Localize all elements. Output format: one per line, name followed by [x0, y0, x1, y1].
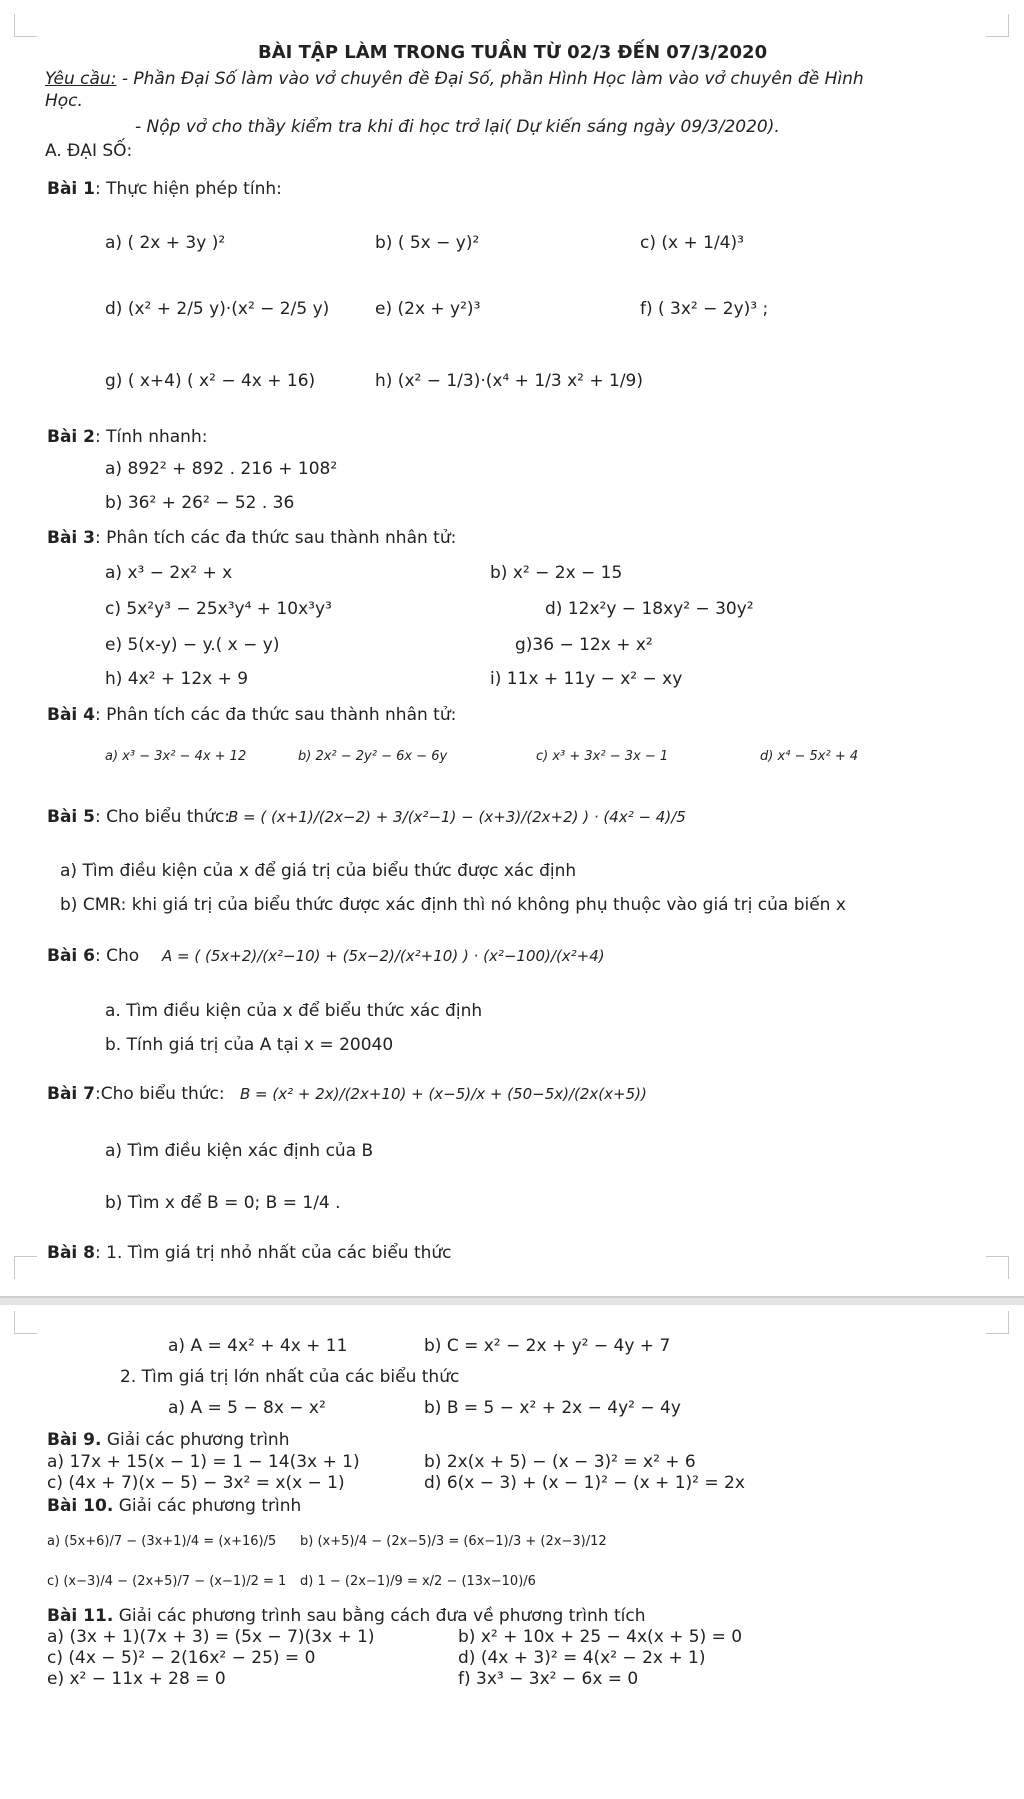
bai3-heading	[47, 527, 456, 549]
bai5-a: a) Tìm điều kiện của x để giá trị của biểu thức được xác định	[60, 861, 577, 881]
bai6-heading	[47, 945, 139, 967]
bai7-b: b) Tìm x để B = 0; B = 1/4 .	[105, 1193, 341, 1213]
bai3-h: h) 4x² + 12x + 9	[105, 669, 249, 689]
bai7-text: :Cho biểu thức:	[95, 1084, 225, 1104]
bai1-b: b) ( 5x − y)²	[375, 233, 480, 253]
page-separator	[0, 1296, 1024, 1305]
bai4-text: : Phân tích các đa thức sau thành nhân tử:	[95, 705, 457, 725]
bai3-b: b) x² − 2x − 15	[490, 563, 623, 583]
bai6-b: b. Tính giá trị của A tại x = 20040	[105, 1035, 394, 1055]
bai7-a: a) Tìm điều kiện xác định của B	[105, 1141, 374, 1161]
bai6-label: Bài 6	[47, 946, 96, 966]
bai8-p2b: b) B = 5 − x² + 2x − 4y² − 4y	[424, 1398, 681, 1418]
crop-mark	[14, 14, 37, 37]
bai3-label: Bài 3	[47, 528, 96, 548]
bai11-c: c) (4x − 5)² − 2(16x² − 25) = 0	[47, 1648, 316, 1668]
bai6-text: : Cho	[95, 946, 140, 966]
bai4-d: d) x⁴ − 5x² + 4	[760, 749, 859, 764]
bai5-formula: B = ( (x+1)/(2x−2) + 3/(x²−1) − (x+3)/(2x+2) ) · (4x² − 4)/5	[228, 808, 686, 826]
section-a-heading: A. ĐẠI SỐ:	[45, 141, 133, 161]
requirement-1: - Phần Đại Số làm vào vở chuyên đề Đại Số, phần Hình Học làm vào vở chuyên đề Hình	[121, 69, 864, 89]
bai10-d: d) 1 − (2x−1)/9 = x/2 − (13x−10)/6	[300, 1574, 536, 1589]
bai6-a: a. Tìm điều kiện của x để biểu thức xác định	[105, 1001, 483, 1021]
bai4-b: b) 2x² − 2y² − 6x − 6y	[298, 749, 448, 764]
bai10-c: c) (x−3)/4 − (2x+5)/7 − (x−1)/2 = 1	[47, 1574, 287, 1589]
bai11-text: Giải các phương trình sau bằng cách đưa về phương trình tích	[118, 1606, 646, 1626]
bai1-c: c) (x + 1/4)³	[640, 233, 744, 253]
bai11-e: e) x² − 11x + 28 = 0	[47, 1669, 226, 1689]
bai5-b: b) CMR: khi giá trị của biểu thức được xác định thì nó không phụ thuộc vào giá trị của biến x	[60, 895, 846, 915]
bai2-text: : Tính nhanh:	[95, 427, 208, 447]
bai3-text: : Phân tích các đa thức sau thành nhân tử:	[95, 528, 457, 548]
bai1-e: e) (2x + y²)³	[375, 299, 481, 319]
bai6-formula: A = ( (5x+2)/(x²−10) + (5x−2)/(x²+10) ) · (x²−100)/(x²+4)	[162, 947, 605, 965]
bai11-b: b) x² + 10x + 25 − 4x(x + 5) = 0	[458, 1627, 743, 1647]
bai7-heading	[47, 1083, 225, 1105]
bai1-f: f) ( 3x² − 2y)³ ;	[640, 299, 769, 319]
bai9-label: Bài 9.	[47, 1430, 102, 1450]
bai11-heading	[47, 1605, 645, 1627]
bai2-label: Bài 2	[47, 427, 96, 447]
bai3-a: a) x³ − 2x² + x	[105, 563, 233, 583]
bai2-b: b) 36² + 26² − 52 . 36	[105, 493, 295, 513]
bai4-heading	[47, 704, 456, 726]
bai1-heading	[47, 178, 282, 200]
bai3-c: c) 5x²y³ − 25x³y⁴ + 10x³y³	[105, 599, 332, 619]
bai5-label: Bài 5	[47, 807, 96, 827]
bai8-label: Bài 8	[47, 1243, 96, 1263]
bai8-p1b: b) C = x² − 2x + y² − 4y + 7	[424, 1336, 671, 1356]
bai8-text: : 1. Tìm giá trị nhỏ nhất của các biểu thức	[95, 1243, 452, 1263]
bai5-heading	[47, 806, 230, 828]
bai11-label: Bài 11.	[47, 1606, 114, 1626]
page-title: BÀI TẬP LÀM TRONG TUẦN TỪ 02/3 ĐẾN 07/3/2020	[258, 42, 768, 63]
bai7-formula: B = (x² + 2x)/(2x+10) + (x−5)/x + (50−5x)/(2x(x+5))	[240, 1085, 647, 1103]
bai4-c: c) x³ + 3x² − 3x − 1	[536, 749, 669, 764]
bai4-a: a) x³ − 3x² − 4x + 12	[105, 749, 247, 764]
bai9-b: b) 2x(x + 5) − (x − 3)² = x² + 6	[424, 1452, 696, 1472]
requirement-1b: Học.	[45, 91, 83, 111]
bai9-d: d) 6(x − 3) + (x − 1)² − (x + 1)² = 2x	[424, 1473, 745, 1493]
bai10-b: b) (x+5)/4 − (2x−5)/3 = (6x−1)/3 + (2x−3)/12	[300, 1534, 607, 1549]
crop-mark	[986, 14, 1009, 37]
bai9-text: Giải các phương trình	[106, 1430, 290, 1450]
bai8-p2a: a) A = 5 − 8x − x²	[168, 1398, 326, 1418]
bai8-heading	[47, 1242, 452, 1264]
bai10-text: Giải các phương trình	[118, 1496, 302, 1516]
bai3-g: g)36 − 12x + x²	[515, 635, 653, 655]
requirement-line-1	[45, 68, 864, 90]
bai2-heading	[47, 426, 207, 448]
crop-mark	[986, 1311, 1009, 1334]
bai4-label: Bài 4	[47, 705, 96, 725]
bai8-p2: 2. Tìm giá trị lớn nhất của các biểu thức	[120, 1367, 460, 1387]
bai9-c: c) (4x + 7)(x − 5) − 3x² = x(x − 1)	[47, 1473, 345, 1493]
bai1-d: d) (x² + 2/5 y)·(x² − 2/5 y)	[105, 299, 330, 319]
bai9-heading	[47, 1429, 289, 1451]
bai1-g: g) ( x+4) ( x² − 4x + 16)	[105, 371, 316, 391]
crop-mark	[986, 1256, 1009, 1279]
bai10-a: a) (5x+6)/7 − (3x+1)/4 = (x+16)/5	[47, 1534, 277, 1549]
bai9-a: a) 17x + 15(x − 1) = 1 − 14(3x + 1)	[47, 1452, 360, 1472]
bai8-p1a: a) A = 4x² + 4x + 11	[168, 1336, 348, 1356]
bai11-f: f) 3x³ − 3x² − 6x = 0	[458, 1669, 639, 1689]
bai10-heading	[47, 1495, 301, 1517]
bai10-label: Bài 10.	[47, 1496, 114, 1516]
bai11-d: d) (4x + 3)² = 4(x² − 2x + 1)	[458, 1648, 706, 1668]
crop-mark	[14, 1311, 37, 1334]
bai5-text: : Cho biểu thức:	[95, 807, 231, 827]
bai2-a: a) 892² + 892 . 216 + 108²	[105, 459, 338, 479]
crop-mark	[14, 1256, 37, 1279]
requirement-2: - Nộp vở cho thầy kiểm tra khi đi học trở lại( Dự kiến sáng ngày 09/3/2020).	[135, 117, 780, 137]
bai3-i: i) 11x + 11y − x² − xy	[490, 669, 683, 689]
bai11-a: a) (3x + 1)(7x + 3) = (5x − 7)(3x + 1)	[47, 1627, 375, 1647]
requirement-label: Yêu cầu:	[45, 69, 117, 89]
bai1-label: Bài 1	[47, 179, 96, 199]
bai1-text: : Thực hiện phép tính:	[95, 179, 282, 199]
bai3-d: d) 12x²y − 18xy² − 30y²	[545, 599, 754, 619]
bai7-label: Bài 7	[47, 1084, 96, 1104]
bai1-h: h) (x² − 1/3)·(x⁴ + 1/3 x² + 1/9)	[375, 371, 644, 391]
bai3-e: e) 5(x-y) − y.( x − y)	[105, 635, 280, 655]
bai1-a: a) ( 2x + 3y )²	[105, 233, 226, 253]
page-2	[0, 1305, 1024, 1799]
